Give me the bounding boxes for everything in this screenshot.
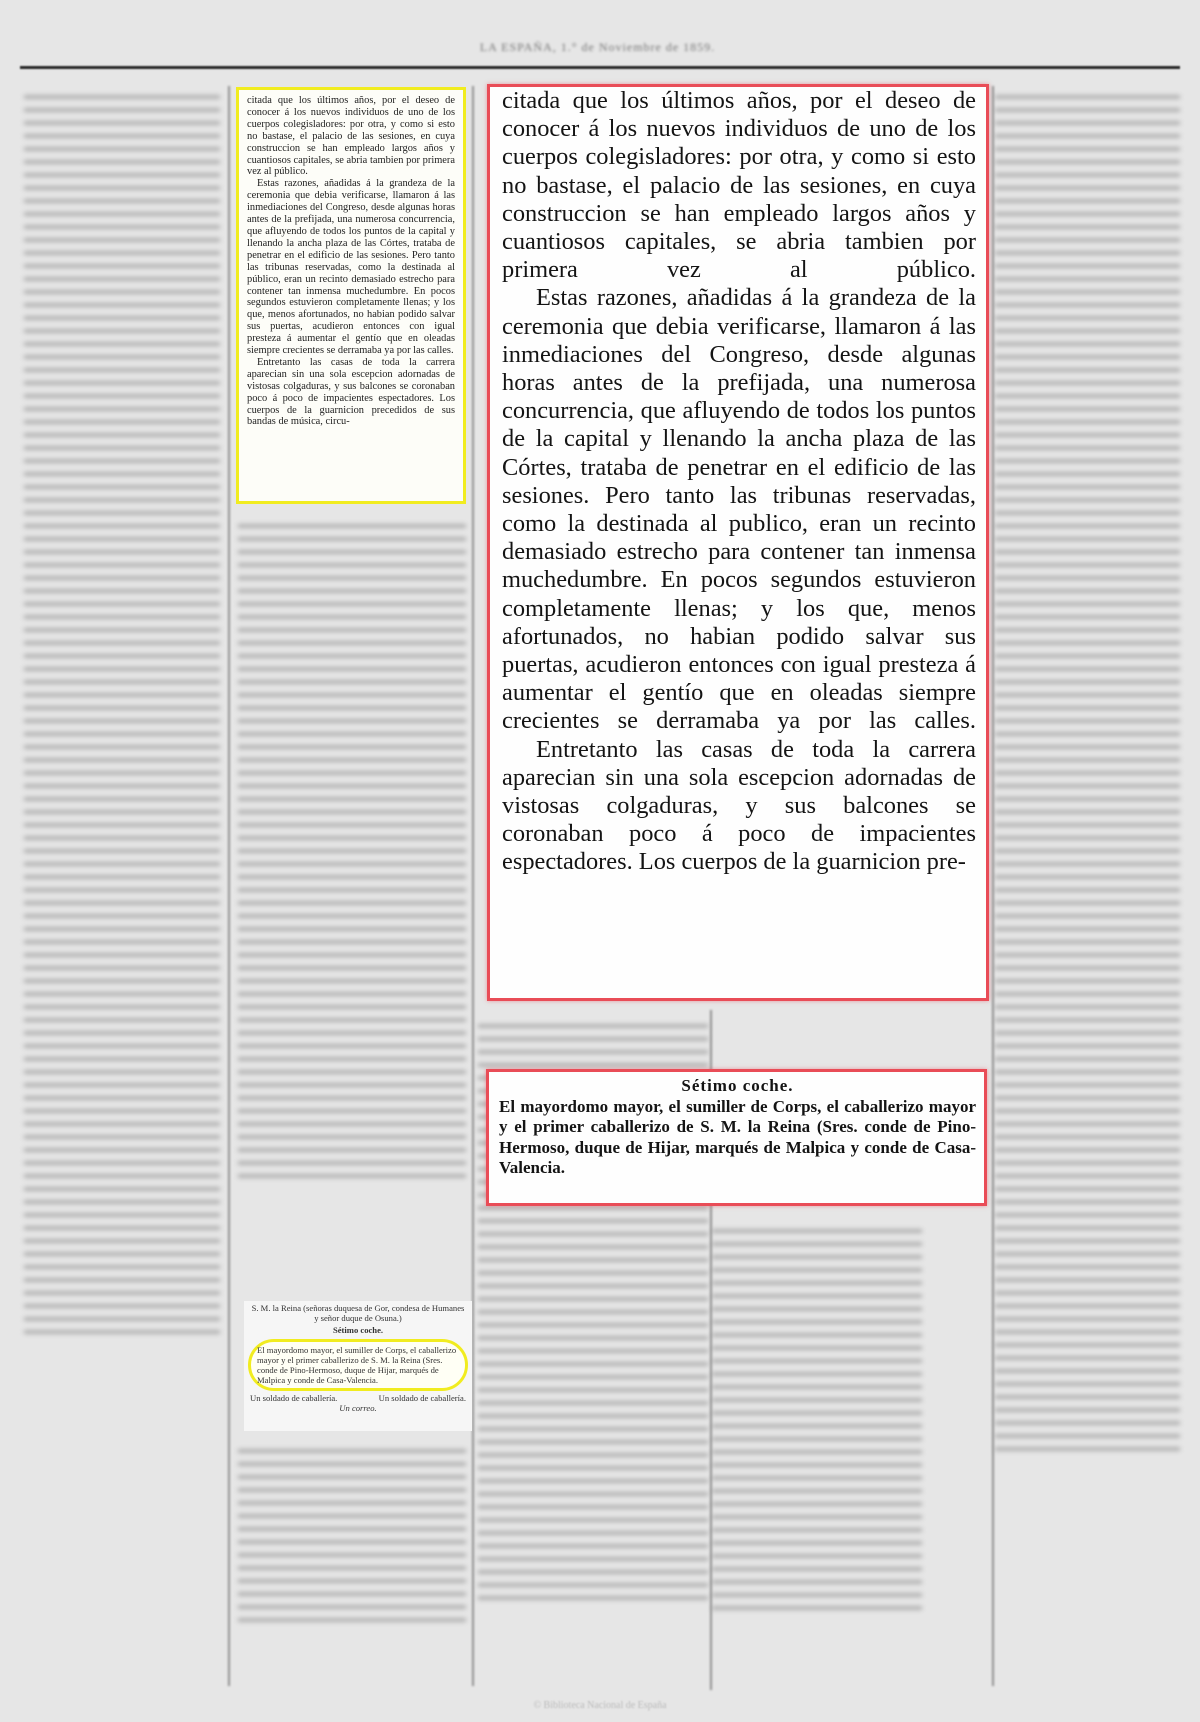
blurred-column-2b <box>238 1440 466 1680</box>
library-watermark: © Biblioteca Nacional de España <box>533 1700 667 1711</box>
excerpt-paragraph-1: citada que los últimos años, por el deseo de conocer á los nuevos individuos de uno de los cuerpos colegisladores: por otra, y como si esto no bastase, el palacio de las sesiones, en cuya construccion se han empleado largos años y cuantiosos capitales, se abria tambien por primera vez al público. <box>247 95 455 178</box>
column-rule-2 <box>472 86 474 1686</box>
masthead-rule <box>20 66 1180 69</box>
highlighted-article-excerpt <box>236 87 466 504</box>
zoom-paragraph-2: Estas razones, añadidas á la grandeza de la ceremonia que debia verificarse, llamaron á las inmediaciones del Congreso, desde algunas horas antes de la prefijada, una numerosa concurrencia, que afluyendo de todos los puntos de la capital y llenando la ancha plaza de las Córtes, trataba de penetrar en el edificio de las sesiones. Pero tanto las tribunas reservadas, como la destinada al publico, eran un recinto demasiado estrecho para contener tan inmensa muchedumbre. En pocos segundos estuvieron completamente llenas; y los que, menos afortunados, no habian podido salvar sus puertas, acudieron entonces con igual presteza á aumentar el gentío que en oleadas siempre crecientes se derramaba ya por las calles. <box>502 284 976 735</box>
blurred-column-4 <box>712 1220 922 1680</box>
column-rule-4 <box>992 86 994 1686</box>
snippet-line-1: S. M. la Reina (señoras duquesa de Gor, condesa de Humanes y señor duque de Osuna.) <box>251 1303 465 1323</box>
snippet-escort-row <box>250 1393 466 1403</box>
blurred-column-2 <box>238 515 466 1295</box>
zoom-paragraph-1: citada que los últimos años, por el deseo de conocer á los nuevos individuos de uno de los cuerpos colegisladores: por otra, y como si esto no bastase, el palacio de las sesiones, en cuya construccion se han empleado largos años y cuantiosos capitales, se abria tambien por primera vez al público. <box>502 87 976 284</box>
zoom2-title: Sétimo coche. <box>681 1076 794 1095</box>
blurred-column-1 <box>24 86 220 1676</box>
excerpt-paragraph-3: Entretanto las casas de toda la carrera aparecian sin una sola escepcion adornadas de vistosas colgaduras, y sus balcones se coronaban poco á poco de impacientes espectadores. Los cuerpos de la guarnicion precedidos de sus bandas de música, circu- <box>247 356 455 428</box>
snippet-body: El mayordomo mayor, el sumiller de Corps, el caballerizo mayor y el primer caballerizo de S. M. la Reina (Sres. conde de Pino-Hermoso, duque de Hijar, marqués de Malpica y conde de Casa-Valencia. <box>257 1345 457 1385</box>
masthead: LA ESPAÑA, 1.° de Noviembre de 1859. <box>479 40 716 54</box>
snippet-left-cell: Un soldado de caballería. <box>250 1393 338 1403</box>
snippet-title: Sétimo coche. <box>332 1325 384 1335</box>
zoomed-article-excerpt <box>487 84 989 1001</box>
excerpt-paragraph-2: Estas razones, añadidas á la grandeza de la ceremonia que debia verificarse, llamaron á las inmediaciones del Congreso, desde algunas horas antes de la prefijada, una numerosa concurrencia, que afluyendo de todos los puntos de la capital y llenando la ancha plaza de las Córtes, trataba de penetrar en el edificio de las sesiones. Pero tanto las tribunas reservadas, como la destinada al público, eran un recinto demasiado estrecho para contener tan inmensa muchedumbre. En pocos segundos estuvieron completamente llenas; y los que, menos afortunados, no habian podido salvar sus puertas, acudieron entonces con igual presteza á aumentar el gentío que en oleadas siempre crecientes se derramaba ya por las calles. <box>247 178 455 357</box>
column-rule-1 <box>228 86 230 1686</box>
zoom-paragraph-3: Entretanto las casas de toda la carrera aparecian sin una sola escepcion adornadas de vistosas colgaduras, y sus balcones se coronaban poco á poco de impacientes espectadores. Los cuerpos de la guarnicion pre- <box>502 735 976 876</box>
snippet-highlight-oval <box>248 1339 468 1391</box>
snippet-right-cell: Un soldado de caballería. <box>378 1393 466 1403</box>
zoomed-carriage-excerpt <box>486 1069 987 1206</box>
blurred-column-5 <box>995 86 1180 1676</box>
zoom2-body: El mayordomo mayor, el sumiller de Corps, el caballerizo mayor y el primer caballerizo de S. M. la Reina (Sres. conde de Pino-Hermoso, duque de Hijar, marqués de Malpica y conde de Casa-Valencia. <box>499 1096 976 1177</box>
carriage-list-snippet <box>244 1301 472 1431</box>
snippet-tail: Un correo. <box>339 1403 377 1413</box>
